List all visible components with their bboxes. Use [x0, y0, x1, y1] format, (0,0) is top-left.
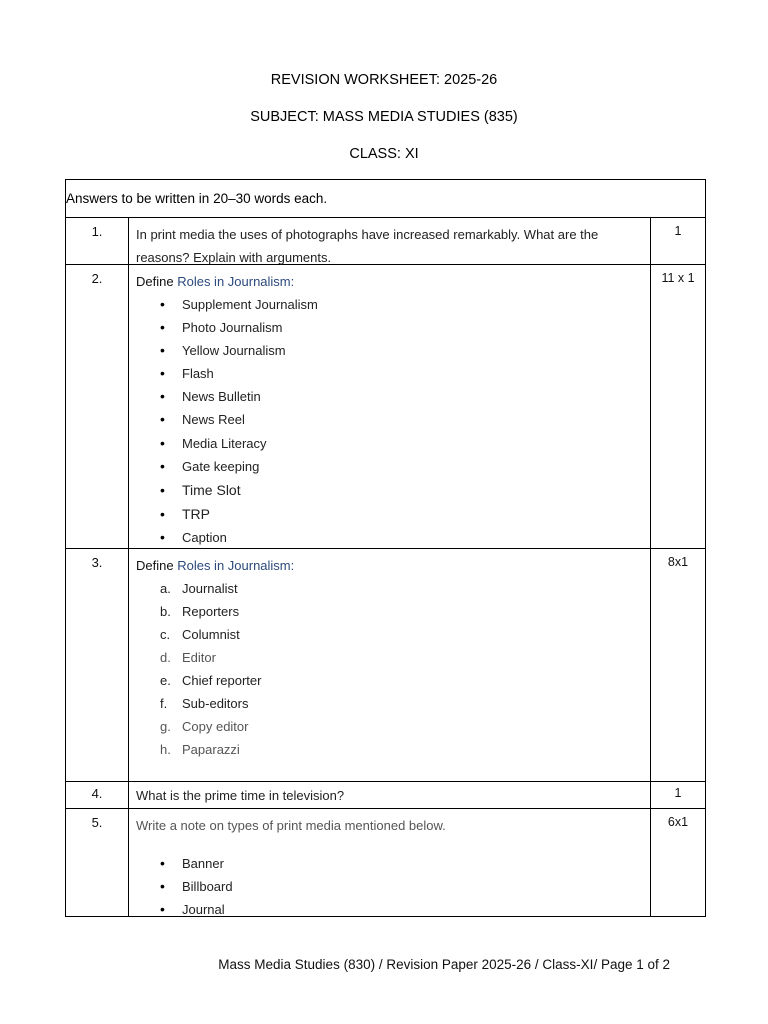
list-item [136, 600, 643, 623]
list-item: • Supplement Journalism [136, 293, 643, 316]
list-item: • Banner [136, 852, 643, 875]
list-letter: c. [160, 627, 171, 642]
list-letter: f. [160, 696, 168, 711]
term-list [136, 293, 643, 549]
question-row-3 [66, 548, 705, 781]
list-item: • Photo Journalism [136, 316, 643, 339]
question-body [129, 809, 651, 916]
list-letter: d. [160, 650, 171, 665]
question-body [129, 549, 651, 781]
instruction-row [66, 180, 705, 217]
question-number: 1. [66, 218, 129, 264]
list-text: Journalist [182, 581, 238, 596]
list-item: • Yellow Journalism [136, 339, 643, 362]
list-item [136, 646, 643, 669]
question-prefix: Define [136, 274, 178, 289]
worksheet-title: REVISION WORKSHEET: 2025-26 [270, 72, 498, 88]
list-letter: e. [160, 673, 171, 688]
question-number: 4. [66, 782, 129, 808]
list-text: Copy editor [182, 719, 249, 734]
list-letter: h. [160, 742, 171, 757]
list-item [136, 623, 643, 646]
question-number: 2. [66, 265, 129, 548]
question-topic: Roles in Journalism: [177, 558, 295, 573]
list-item: • Journal [136, 898, 643, 921]
question-table [65, 179, 706, 917]
question-text: Write a note on types of print media mentioned below. [136, 818, 446, 833]
list-item [136, 738, 643, 761]
question-text: What is the prime time in television? [129, 782, 651, 808]
question-row-4 [66, 781, 705, 808]
list-letter: g. [160, 719, 171, 734]
media-list [136, 852, 643, 921]
question-marks: 11 x 1 [661, 271, 695, 285]
question-marks: 6x1 [667, 815, 689, 829]
list-letter: a. [160, 581, 171, 596]
question-marks: 8x1 [667, 555, 689, 569]
list-text: Editor [182, 650, 216, 665]
class-heading: CLASS: XI [349, 146, 419, 162]
list-text: Chief reporter [182, 673, 262, 688]
list-item: • News Bulletin [136, 385, 643, 408]
list-text: Sub-editors [182, 696, 249, 711]
list-item: • Billboard [136, 875, 643, 898]
instruction-text: Answers to be written in 20–30 words each. [66, 191, 328, 206]
question-prefix: Define [136, 558, 178, 573]
list-item [136, 669, 643, 692]
list-item: • Media Literacy [136, 432, 643, 455]
list-item: • Gate keeping [136, 455, 643, 478]
question-topic: Roles in Journalism: [177, 274, 295, 289]
list-item: • Caption [136, 526, 643, 549]
question-number: 5. [66, 809, 129, 916]
list-item [136, 692, 643, 715]
list-text: Columnist [182, 627, 240, 642]
list-text: Paparazzi [182, 742, 240, 757]
list-item: • News Reel [136, 408, 643, 431]
role-list [136, 577, 643, 761]
list-text: Reporters [182, 604, 240, 619]
page-footer: Mass Media Studies (830) / Revision Paper 2025-26 / Class-XI/ Page 1 of 2 [218, 957, 670, 972]
list-item: • Time Slot [136, 478, 643, 502]
list-item [136, 577, 643, 600]
list-letter: b. [160, 604, 171, 619]
list-item: • TRP [136, 502, 643, 526]
question-row-5 [66, 808, 705, 916]
subject-heading: SUBJECT: MASS MEDIA STUDIES (835) [250, 109, 518, 125]
question-marks: 1 [674, 786, 682, 800]
list-item: • Flash [136, 362, 643, 385]
question-row-2 [66, 264, 705, 548]
list-item [136, 715, 643, 738]
question-row-1 [66, 217, 705, 264]
question-number: 3. [66, 549, 129, 781]
question-marks: 1 [674, 224, 682, 238]
question-text: In print media the uses of photographs have increased remarkably. What are the reasons? Explain with arguments. [129, 218, 651, 264]
question-body [129, 265, 651, 548]
